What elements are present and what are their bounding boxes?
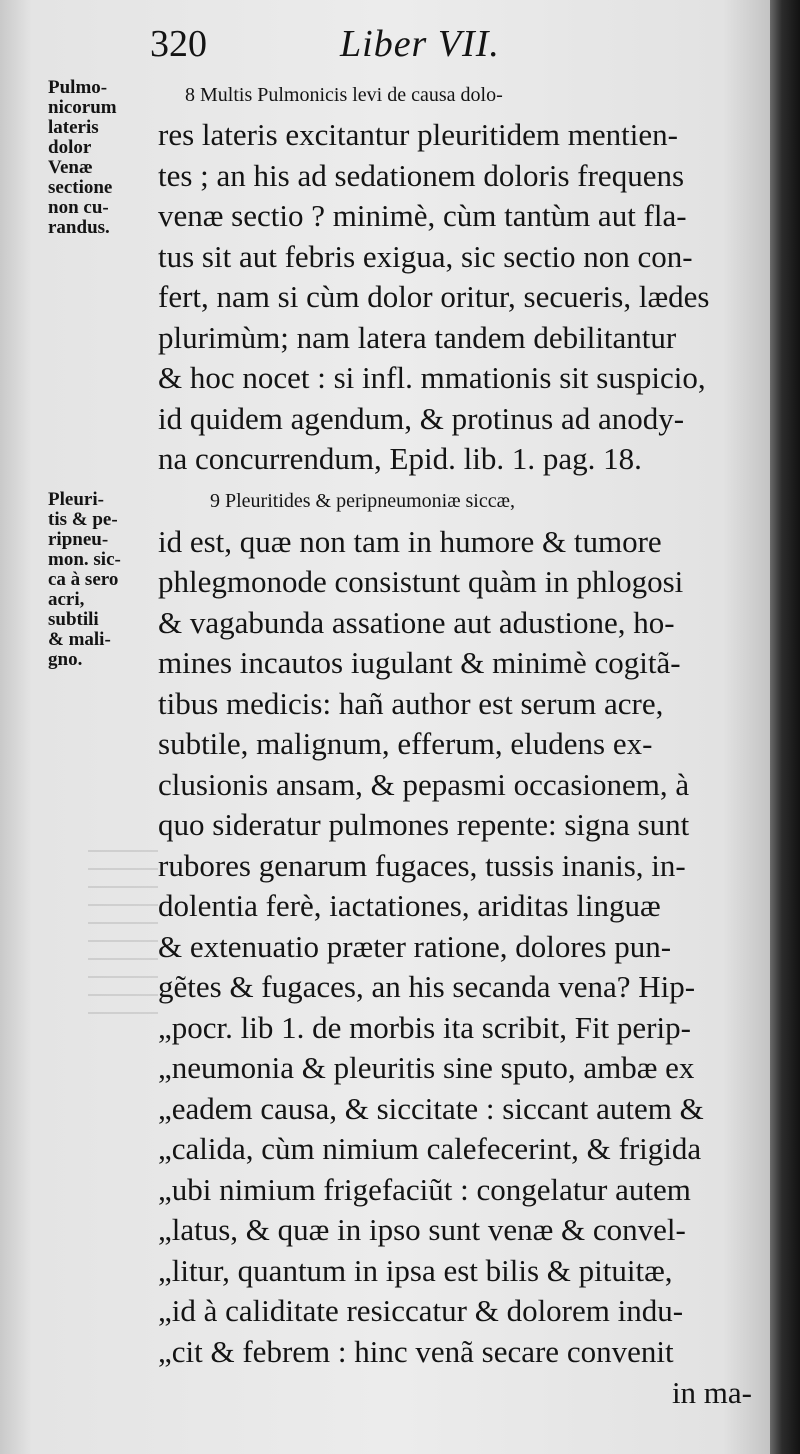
text-line: „latus, & quæ in ipso sunt venæ & convel- bbox=[158, 1212, 686, 1247]
text-line: na concurrendum, Epid. lib. 1. pag. 18. bbox=[158, 441, 642, 476]
text-line: & hoc nocet : si infl. mmationis sit suspicio, bbox=[158, 360, 706, 395]
page-number: 320 bbox=[150, 23, 207, 65]
text-line: tus sit aut febris exigua, sic sectio non con- bbox=[158, 239, 693, 274]
text-line: subtile, malignum, efferum, eludens ex- bbox=[158, 726, 653, 761]
text-line: dolentia ferè, iactationes, ariditas linguæ bbox=[158, 888, 661, 923]
running-head: Liber VII. bbox=[340, 23, 500, 65]
text-line: „litur, quantum in ipsa est bilis & pituitæ, bbox=[158, 1253, 673, 1288]
text-line: tes ; an his ad sedationem doloris frequens bbox=[158, 158, 685, 193]
margin-note-pulmonicorum: Pulmo- nicorum lateris dolor Venæ sectione non cu- randus. bbox=[48, 77, 117, 238]
text-line: id est, quæ non tam in humore & tumore bbox=[158, 524, 662, 559]
text-line: res lateris excitantur pleuritidem mentien- bbox=[158, 117, 678, 152]
text-line: id quidem agendum, & protinus ad anody- bbox=[158, 401, 685, 436]
text-line: gẽtes & fugaces, an his secanda vena? Hip- bbox=[158, 969, 696, 1004]
text-line: & vagabunda assatione aut adustione, ho- bbox=[158, 605, 675, 640]
text-line: „id à caliditate resiccatur & dolorem indu- bbox=[158, 1293, 684, 1328]
text-line: „ubi nimium frigefaciũt : congelatur autem bbox=[158, 1172, 691, 1207]
text-line: rubores genarum fugaces, tussis inanis, in- bbox=[158, 848, 686, 883]
bleed-through-shadow bbox=[88, 850, 158, 1020]
text-line: 8 Multis Pulmonicis levi de causa dolo- bbox=[185, 84, 503, 106]
page-header bbox=[150, 22, 770, 72]
text-line: mines incautos iugulant & minimè cogitã- bbox=[158, 645, 681, 680]
text-line: fert, nam si cùm dolor oritur, secueris, lædes bbox=[158, 279, 710, 314]
text-line: „neumonia & pleuritis sine sputo, ambæ ex bbox=[158, 1050, 695, 1085]
catchword: in ma- bbox=[671, 1375, 752, 1410]
text-line: „cit & febrem : hinc venã secare convenit bbox=[158, 1334, 674, 1369]
page-edge-shadow bbox=[770, 0, 800, 1454]
text-line: quo sideratur pulmones repente: signa sunt bbox=[158, 807, 690, 842]
text-line: & extenuatio præter ratione, dolores pun- bbox=[158, 929, 672, 964]
text-line: „eadem causa, & siccitate : siccant autem & bbox=[158, 1091, 704, 1126]
text-line: venæ sectio ? minimè, cùm tantùm aut fla- bbox=[158, 198, 687, 233]
text-line: tibus medicis: hañ author est serum acre, bbox=[158, 686, 664, 721]
text-line: „pocr. lib 1. de morbis ita scribit, Fit perip- bbox=[158, 1010, 691, 1045]
text-line: phlegmonode consistunt quàm in phlogosi bbox=[158, 564, 684, 599]
text-line: „calida, cùm nimium calefecerint, & frigida bbox=[158, 1131, 702, 1166]
text-line: clusionis ansam, & pepasmi occasionem, à bbox=[158, 767, 690, 802]
text-line: plurimùm; nam latera tandem debilitantur bbox=[158, 320, 677, 355]
text-line: 9 Pleuritides & peripneumoniæ siccæ, bbox=[210, 490, 515, 512]
margin-note-pleuritis: Pleuri- tis & pe- ripneu- mon. sic- ca à sero acri, subtili & mali- gno. bbox=[48, 489, 121, 670]
